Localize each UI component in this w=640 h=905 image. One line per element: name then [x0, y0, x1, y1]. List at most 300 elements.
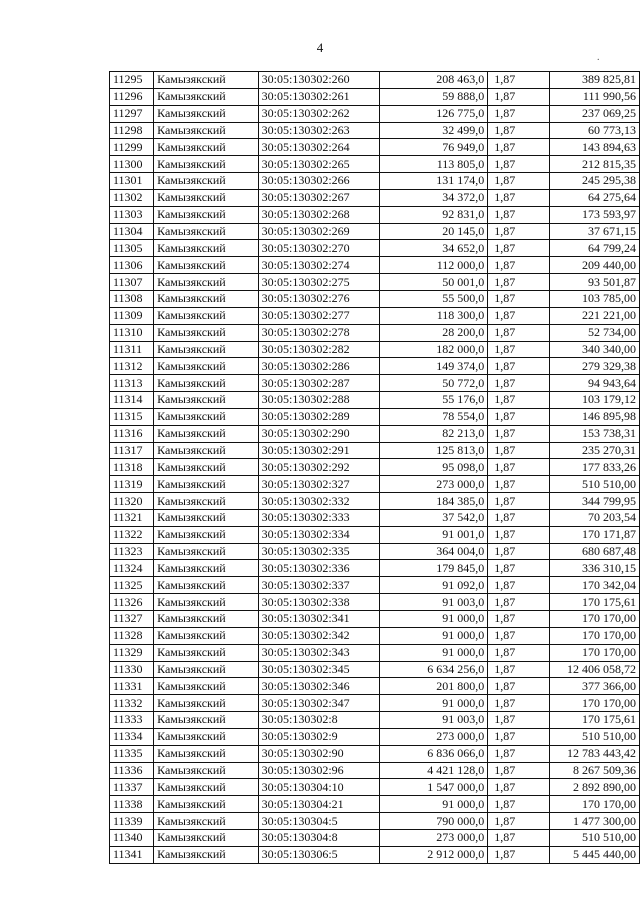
table-row: [110, 290, 640, 307]
cadastral-value-cell: 177 833,26: [549, 459, 639, 476]
coefficient-cell: 1,87: [488, 408, 549, 425]
coefficient-cell: 1,87: [488, 257, 549, 274]
area-value-cell: 92 831,0: [379, 206, 488, 223]
cadastral-number-cell: 30:05:130306:5: [258, 846, 379, 863]
table-row: [110, 189, 640, 206]
district-name-cell: Камызякский: [154, 627, 259, 644]
table-row: [110, 695, 640, 712]
row-number-cell: 11317: [110, 442, 154, 459]
cadastral-number-cell: 30:05:130302:342: [258, 627, 379, 644]
cadastral-value-cell: 377 366,00: [549, 678, 639, 695]
area-value-cell: 59 888,0: [379, 88, 488, 105]
cadastral-value-cell: 340 340,00: [549, 341, 639, 358]
district-name-cell: Камызякский: [154, 829, 259, 846]
cadastral-value-cell: 2 892 890,00: [549, 779, 639, 796]
district-name-cell: Камызякский: [154, 442, 259, 459]
district-name-cell: Камызякский: [154, 324, 259, 341]
row-number-cell: 11331: [110, 678, 154, 695]
table-row: [110, 526, 640, 543]
cadastral-number-cell: 30:05:130302:9: [258, 728, 379, 745]
district-name-cell: Камызякский: [154, 509, 259, 526]
cadastral-number-cell: 30:05:130302:337: [258, 577, 379, 594]
area-value-cell: 91 000,0: [379, 796, 488, 813]
cadastral-number-cell: 30:05:130302:291: [258, 442, 379, 459]
area-value-cell: 179 845,0: [379, 560, 488, 577]
area-value-cell: 184 385,0: [379, 493, 488, 510]
cadastral-value-cell: 170 170,00: [549, 796, 639, 813]
table-row: [110, 829, 640, 846]
coefficient-cell: 1,87: [488, 459, 549, 476]
cadastral-value-cell: 170 175,61: [549, 594, 639, 611]
district-name-cell: Камызякский: [154, 611, 259, 628]
cadastral-number-cell: 30:05:130302:8: [258, 712, 379, 729]
row-number-cell: 11318: [110, 459, 154, 476]
district-name-cell: Камызякский: [154, 560, 259, 577]
coefficient-cell: 1,87: [488, 274, 549, 291]
coefficient-cell: 1,87: [488, 577, 549, 594]
row-number-cell: 11303: [110, 206, 154, 223]
row-number-cell: 11326: [110, 594, 154, 611]
coefficient-cell: 1,87: [488, 526, 549, 543]
table-row: [110, 594, 640, 611]
area-value-cell: 91 000,0: [379, 627, 488, 644]
coefficient-cell: 1,87: [488, 779, 549, 796]
cadastral-value-cell: 170 170,00: [549, 611, 639, 628]
area-value-cell: 32 499,0: [379, 122, 488, 139]
cadastral-value-cell: 235 270,31: [549, 442, 639, 459]
area-value-cell: 76 949,0: [379, 139, 488, 156]
cadastral-number-cell: 30:05:130302:346: [258, 678, 379, 695]
area-value-cell: 125 813,0: [379, 442, 488, 459]
cadastral-number-cell: 30:05:130302:332: [258, 493, 379, 510]
row-number-cell: 11319: [110, 476, 154, 493]
cadastral-value-cell: 221 221,00: [549, 307, 639, 324]
area-value-cell: 126 775,0: [379, 105, 488, 122]
district-name-cell: Камызякский: [154, 577, 259, 594]
area-value-cell: 91 000,0: [379, 611, 488, 628]
row-number-cell: 11304: [110, 223, 154, 240]
area-value-cell: 790 000,0: [379, 813, 488, 830]
district-name-cell: Камызякский: [154, 476, 259, 493]
table-row: [110, 728, 640, 745]
area-value-cell: 91 000,0: [379, 644, 488, 661]
table-row: [110, 324, 640, 341]
row-number-cell: 11340: [110, 829, 154, 846]
cadastral-value-cell: 103 785,00: [549, 290, 639, 307]
cadastral-number-cell: 30:05:130302:347: [258, 695, 379, 712]
page-number: 4: [316, 40, 324, 55]
coefficient-cell: 1,87: [488, 476, 549, 493]
coefficient-cell: 1,87: [488, 442, 549, 459]
row-number-cell: 11341: [110, 846, 154, 863]
table-row: [110, 307, 640, 324]
cadastral-value-cell: 680 687,48: [549, 543, 639, 560]
table-row: [110, 779, 640, 796]
area-value-cell: 34 652,0: [379, 240, 488, 257]
cadastral-value-cell: 94 943,64: [549, 375, 639, 392]
coefficient-cell: 1,87: [488, 105, 549, 122]
cadastral-value-cell: 344 799,95: [549, 493, 639, 510]
area-value-cell: 6 836 066,0: [379, 745, 488, 762]
area-value-cell: 113 805,0: [379, 156, 488, 173]
row-number-cell: 11337: [110, 779, 154, 796]
district-name-cell: Камызякский: [154, 341, 259, 358]
cadastral-value-cell: 5 445 440,00: [549, 846, 639, 863]
area-value-cell: 201 800,0: [379, 678, 488, 695]
cadastral-value-cell: 170 170,00: [549, 644, 639, 661]
district-name-cell: Камызякский: [154, 156, 259, 173]
cadastral-number-cell: 30:05:130302:333: [258, 509, 379, 526]
district-name-cell: Камызякский: [154, 139, 259, 156]
table-row: [110, 493, 640, 510]
district-name-cell: Камызякский: [154, 678, 259, 695]
area-value-cell: 78 554,0: [379, 408, 488, 425]
cadastral-value-cell: 70 203,54: [549, 509, 639, 526]
cadastral-number-cell: 30:05:130302:263: [258, 122, 379, 139]
table-row: [110, 442, 640, 459]
table-row: [110, 627, 640, 644]
row-number-cell: 11335: [110, 745, 154, 762]
cadastral-value-cell: 103 179,12: [549, 392, 639, 409]
row-number-cell: 11299: [110, 139, 154, 156]
cadastral-value-cell: 510 510,00: [549, 728, 639, 745]
table-row: [110, 678, 640, 695]
row-number-cell: 11328: [110, 627, 154, 644]
cadastral-value-cell: 212 815,35: [549, 156, 639, 173]
coefficient-cell: 1,87: [488, 627, 549, 644]
row-number-cell: 11320: [110, 493, 154, 510]
coefficient-cell: 1,87: [488, 543, 549, 560]
row-number-cell: 11315: [110, 408, 154, 425]
area-value-cell: 20 145,0: [379, 223, 488, 240]
cadastral-number-cell: 30:05:130302:288: [258, 392, 379, 409]
cadastral-number-cell: 30:05:130302:276: [258, 290, 379, 307]
cadastral-value-cell: 170 175,61: [549, 712, 639, 729]
table-row: [110, 88, 640, 105]
cadastral-number-cell: 30:05:130302:282: [258, 341, 379, 358]
cadastral-value-cell: 510 510,00: [549, 476, 639, 493]
coefficient-cell: 1,87: [488, 324, 549, 341]
row-number-cell: 11295: [110, 72, 154, 89]
district-name-cell: Камызякский: [154, 72, 259, 89]
cadastral-value-cell: 1 477 300,00: [549, 813, 639, 830]
cadastral-value-cell: 153 738,31: [549, 425, 639, 442]
table-row: [110, 661, 640, 678]
area-value-cell: 273 000,0: [379, 829, 488, 846]
cadastral-number-cell: 30:05:130302:266: [258, 173, 379, 190]
area-value-cell: 91 000,0: [379, 695, 488, 712]
table-row: [110, 392, 640, 409]
row-number-cell: 11321: [110, 509, 154, 526]
row-number-cell: 11334: [110, 728, 154, 745]
coefficient-cell: 1,87: [488, 189, 549, 206]
district-name-cell: Камызякский: [154, 526, 259, 543]
area-value-cell: 91 001,0: [379, 526, 488, 543]
row-number-cell: 11316: [110, 425, 154, 442]
district-name-cell: Камызякский: [154, 392, 259, 409]
row-number-cell: 11314: [110, 392, 154, 409]
table-row: [110, 173, 640, 190]
coefficient-cell: 1,87: [488, 678, 549, 695]
row-number-cell: 11308: [110, 290, 154, 307]
cadastral-number-cell: 30:05:130302:275: [258, 274, 379, 291]
cadastral-value-cell: 170 170,00: [549, 627, 639, 644]
cadastral-number-cell: 30:05:130302:268: [258, 206, 379, 223]
cadastral-number-cell: 30:05:130302:334: [258, 526, 379, 543]
row-number-cell: 11302: [110, 189, 154, 206]
row-number-cell: 11332: [110, 695, 154, 712]
district-name-cell: Камызякский: [154, 240, 259, 257]
table-row: [110, 358, 640, 375]
cadastral-value-cell: 146 895,98: [549, 408, 639, 425]
area-value-cell: 95 098,0: [379, 459, 488, 476]
coefficient-cell: 1,87: [488, 341, 549, 358]
cadastral-value-cell: 52 734,00: [549, 324, 639, 341]
row-number-cell: 11336: [110, 762, 154, 779]
district-name-cell: Камызякский: [154, 105, 259, 122]
district-name-cell: Камызякский: [154, 728, 259, 745]
row-number-cell: 11305: [110, 240, 154, 257]
coefficient-cell: 1,87: [488, 375, 549, 392]
cadastral-value-cell: 12 406 058,72: [549, 661, 639, 678]
cadastral-value-table: [109, 71, 640, 864]
coefficient-cell: 1,87: [488, 358, 549, 375]
area-value-cell: 182 000,0: [379, 341, 488, 358]
area-value-cell: 273 000,0: [379, 476, 488, 493]
district-name-cell: Камызякский: [154, 644, 259, 661]
cadastral-number-cell: 30:05:130302:262: [258, 105, 379, 122]
row-number-cell: 11329: [110, 644, 154, 661]
table-row: [110, 274, 640, 291]
district-name-cell: Камызякский: [154, 796, 259, 813]
coefficient-cell: 1,87: [488, 392, 549, 409]
district-name-cell: Камызякский: [154, 122, 259, 139]
table-row: [110, 139, 640, 156]
district-name-cell: Камызякский: [154, 290, 259, 307]
district-name-cell: Камызякский: [154, 813, 259, 830]
row-number-cell: 11301: [110, 173, 154, 190]
coefficient-cell: 1,87: [488, 594, 549, 611]
table-row: [110, 425, 640, 442]
table-row: [110, 122, 640, 139]
table-row: [110, 762, 640, 779]
cadastral-number-cell: 30:05:130302:286: [258, 358, 379, 375]
cadastral-number-cell: 30:05:130302:261: [258, 88, 379, 105]
coefficient-cell: 1,87: [488, 88, 549, 105]
district-name-cell: Камызякский: [154, 745, 259, 762]
coefficient-cell: 1,87: [488, 728, 549, 745]
cadastral-number-cell: 30:05:130302:96: [258, 762, 379, 779]
coefficient-cell: 1,87: [488, 695, 549, 712]
table-row: [110, 72, 640, 89]
row-number-cell: 11300: [110, 156, 154, 173]
row-number-cell: 11333: [110, 712, 154, 729]
cadastral-value-cell: 64 799,24: [549, 240, 639, 257]
district-name-cell: Камызякский: [154, 712, 259, 729]
district-name-cell: Камызякский: [154, 88, 259, 105]
district-name-cell: Камызякский: [154, 459, 259, 476]
coefficient-cell: 1,87: [488, 72, 549, 89]
area-value-cell: 208 463,0: [379, 72, 488, 89]
table-row: [110, 543, 640, 560]
table-row: [110, 223, 640, 240]
district-name-cell: Камызякский: [154, 543, 259, 560]
cadastral-value-cell: 143 894,63: [549, 139, 639, 156]
district-name-cell: Камызякский: [154, 206, 259, 223]
table-row: [110, 611, 640, 628]
coefficient-cell: 1,87: [488, 139, 549, 156]
area-value-cell: 37 542,0: [379, 509, 488, 526]
district-name-cell: Камызякский: [154, 358, 259, 375]
cadastral-value-cell: 93 501,87: [549, 274, 639, 291]
cadastral-number-cell: 30:05:130304:5: [258, 813, 379, 830]
area-value-cell: 1 547 000,0: [379, 779, 488, 796]
table-body: [110, 72, 640, 864]
cadastral-value-cell: 173 593,97: [549, 206, 639, 223]
area-value-cell: 91 003,0: [379, 712, 488, 729]
cadastral-number-cell: 30:05:130302:343: [258, 644, 379, 661]
row-number-cell: 11297: [110, 105, 154, 122]
table-row: [110, 341, 640, 358]
coefficient-cell: 1,87: [488, 796, 549, 813]
district-name-cell: Камызякский: [154, 846, 259, 863]
district-name-cell: Камызякский: [154, 375, 259, 392]
area-value-cell: 50 001,0: [379, 274, 488, 291]
coefficient-cell: 1,87: [488, 611, 549, 628]
cadastral-number-cell: 30:05:130302:336: [258, 560, 379, 577]
row-number-cell: 11325: [110, 577, 154, 594]
area-value-cell: 273 000,0: [379, 728, 488, 745]
coefficient-cell: 1,87: [488, 206, 549, 223]
row-number-cell: 11311: [110, 341, 154, 358]
cadastral-number-cell: 30:05:130302:260: [258, 72, 379, 89]
cadastral-value-cell: 209 440,00: [549, 257, 639, 274]
table-row: [110, 796, 640, 813]
cadastral-value-cell: 12 783 443,42: [549, 745, 639, 762]
table-row: [110, 846, 640, 863]
district-name-cell: Камызякский: [154, 762, 259, 779]
cadastral-number-cell: 30:05:130302:278: [258, 324, 379, 341]
district-name-cell: Камызякский: [154, 408, 259, 425]
table-row: [110, 577, 640, 594]
row-number-cell: 11327: [110, 611, 154, 628]
table-row: [110, 560, 640, 577]
area-value-cell: 131 174,0: [379, 173, 488, 190]
coefficient-cell: 1,87: [488, 745, 549, 762]
district-name-cell: Камызякский: [154, 779, 259, 796]
cadastral-number-cell: 30:05:130302:90: [258, 745, 379, 762]
coefficient-cell: 1,87: [488, 223, 549, 240]
table-row: [110, 408, 640, 425]
cadastral-value-cell: 336 310,15: [549, 560, 639, 577]
coefficient-cell: 1,87: [488, 762, 549, 779]
district-name-cell: Камызякский: [154, 307, 259, 324]
table-row: [110, 813, 640, 830]
coefficient-cell: 1,87: [488, 122, 549, 139]
cadastral-number-cell: 30:05:130302:265: [258, 156, 379, 173]
coefficient-cell: 1,87: [488, 644, 549, 661]
district-name-cell: Камызякский: [154, 274, 259, 291]
row-number-cell: 11330: [110, 661, 154, 678]
cadastral-value-cell: 389 825,81: [549, 72, 639, 89]
table-row: [110, 206, 640, 223]
row-number-cell: 11306: [110, 257, 154, 274]
coefficient-cell: 1,87: [488, 813, 549, 830]
cadastral-number-cell: 30:05:130302:335: [258, 543, 379, 560]
area-value-cell: 112 000,0: [379, 257, 488, 274]
area-value-cell: 34 372,0: [379, 189, 488, 206]
cadastral-value-cell: 510 510,00: [549, 829, 639, 846]
cadastral-number-cell: 30:05:130302:341: [258, 611, 379, 628]
area-value-cell: 82 213,0: [379, 425, 488, 442]
table-row: [110, 712, 640, 729]
coefficient-cell: 1,87: [488, 307, 549, 324]
area-value-cell: 55 176,0: [379, 392, 488, 409]
district-name-cell: Камызякский: [154, 189, 259, 206]
row-number-cell: 11323: [110, 543, 154, 560]
cadastral-value-cell: 279 329,38: [549, 358, 639, 375]
cadastral-number-cell: 30:05:130302:267: [258, 189, 379, 206]
coefficient-cell: 1,87: [488, 425, 549, 442]
cadastral-value-cell: 237 069,25: [549, 105, 639, 122]
district-name-cell: Камызякский: [154, 695, 259, 712]
district-name-cell: Камызякский: [154, 425, 259, 442]
cadastral-value-cell: 111 990,56: [549, 88, 639, 105]
district-name-cell: Камызякский: [154, 594, 259, 611]
cadastral-number-cell: 30:05:130302:287: [258, 375, 379, 392]
table-row: [110, 105, 640, 122]
cadastral-number-cell: 30:05:130302:264: [258, 139, 379, 156]
cadastral-value-cell: 64 275,64: [549, 189, 639, 206]
district-name-cell: Камызякский: [154, 493, 259, 510]
cadastral-number-cell: 30:05:130302:327: [258, 476, 379, 493]
cadastral-value-cell: 8 267 509,36: [549, 762, 639, 779]
row-number-cell: 11338: [110, 796, 154, 813]
cadastral-number-cell: 30:05:130304:8: [258, 829, 379, 846]
cadastral-number-cell: 30:05:130304:10: [258, 779, 379, 796]
cadastral-value-cell: 170 170,00: [549, 695, 639, 712]
coefficient-cell: 1,87: [488, 560, 549, 577]
cadastral-number-cell: 30:05:130302:274: [258, 257, 379, 274]
cadastral-number-cell: 30:05:130302:269: [258, 223, 379, 240]
cadastral-number-cell: 30:05:130304:21: [258, 796, 379, 813]
table-row: [110, 745, 640, 762]
cadastral-value-cell: 60 773,13: [549, 122, 639, 139]
coefficient-cell: 1,87: [488, 240, 549, 257]
district-name-cell: Камызякский: [154, 257, 259, 274]
area-value-cell: 364 004,0: [379, 543, 488, 560]
coefficient-cell: 1,87: [488, 290, 549, 307]
coefficient-cell: 1,87: [488, 846, 549, 863]
area-value-cell: 91 003,0: [379, 594, 488, 611]
area-value-cell: 118 300,0: [379, 307, 488, 324]
coefficient-cell: 1,87: [488, 493, 549, 510]
row-number-cell: 11312: [110, 358, 154, 375]
cadastral-value-cell: 37 671,15: [549, 223, 639, 240]
table-row: [110, 375, 640, 392]
row-number-cell: 11298: [110, 122, 154, 139]
area-value-cell: 28 200,0: [379, 324, 488, 341]
cadastral-number-cell: 30:05:130302:290: [258, 425, 379, 442]
coefficient-cell: 1,87: [488, 173, 549, 190]
table-row: [110, 156, 640, 173]
row-number-cell: 11339: [110, 813, 154, 830]
row-number-cell: 11307: [110, 274, 154, 291]
cadastral-number-cell: 30:05:130302:292: [258, 459, 379, 476]
cadastral-number-cell: 30:05:130302:289: [258, 408, 379, 425]
cadastral-number-cell: 30:05:130302:345: [258, 661, 379, 678]
cadastral-number-cell: 30:05:130302:270: [258, 240, 379, 257]
